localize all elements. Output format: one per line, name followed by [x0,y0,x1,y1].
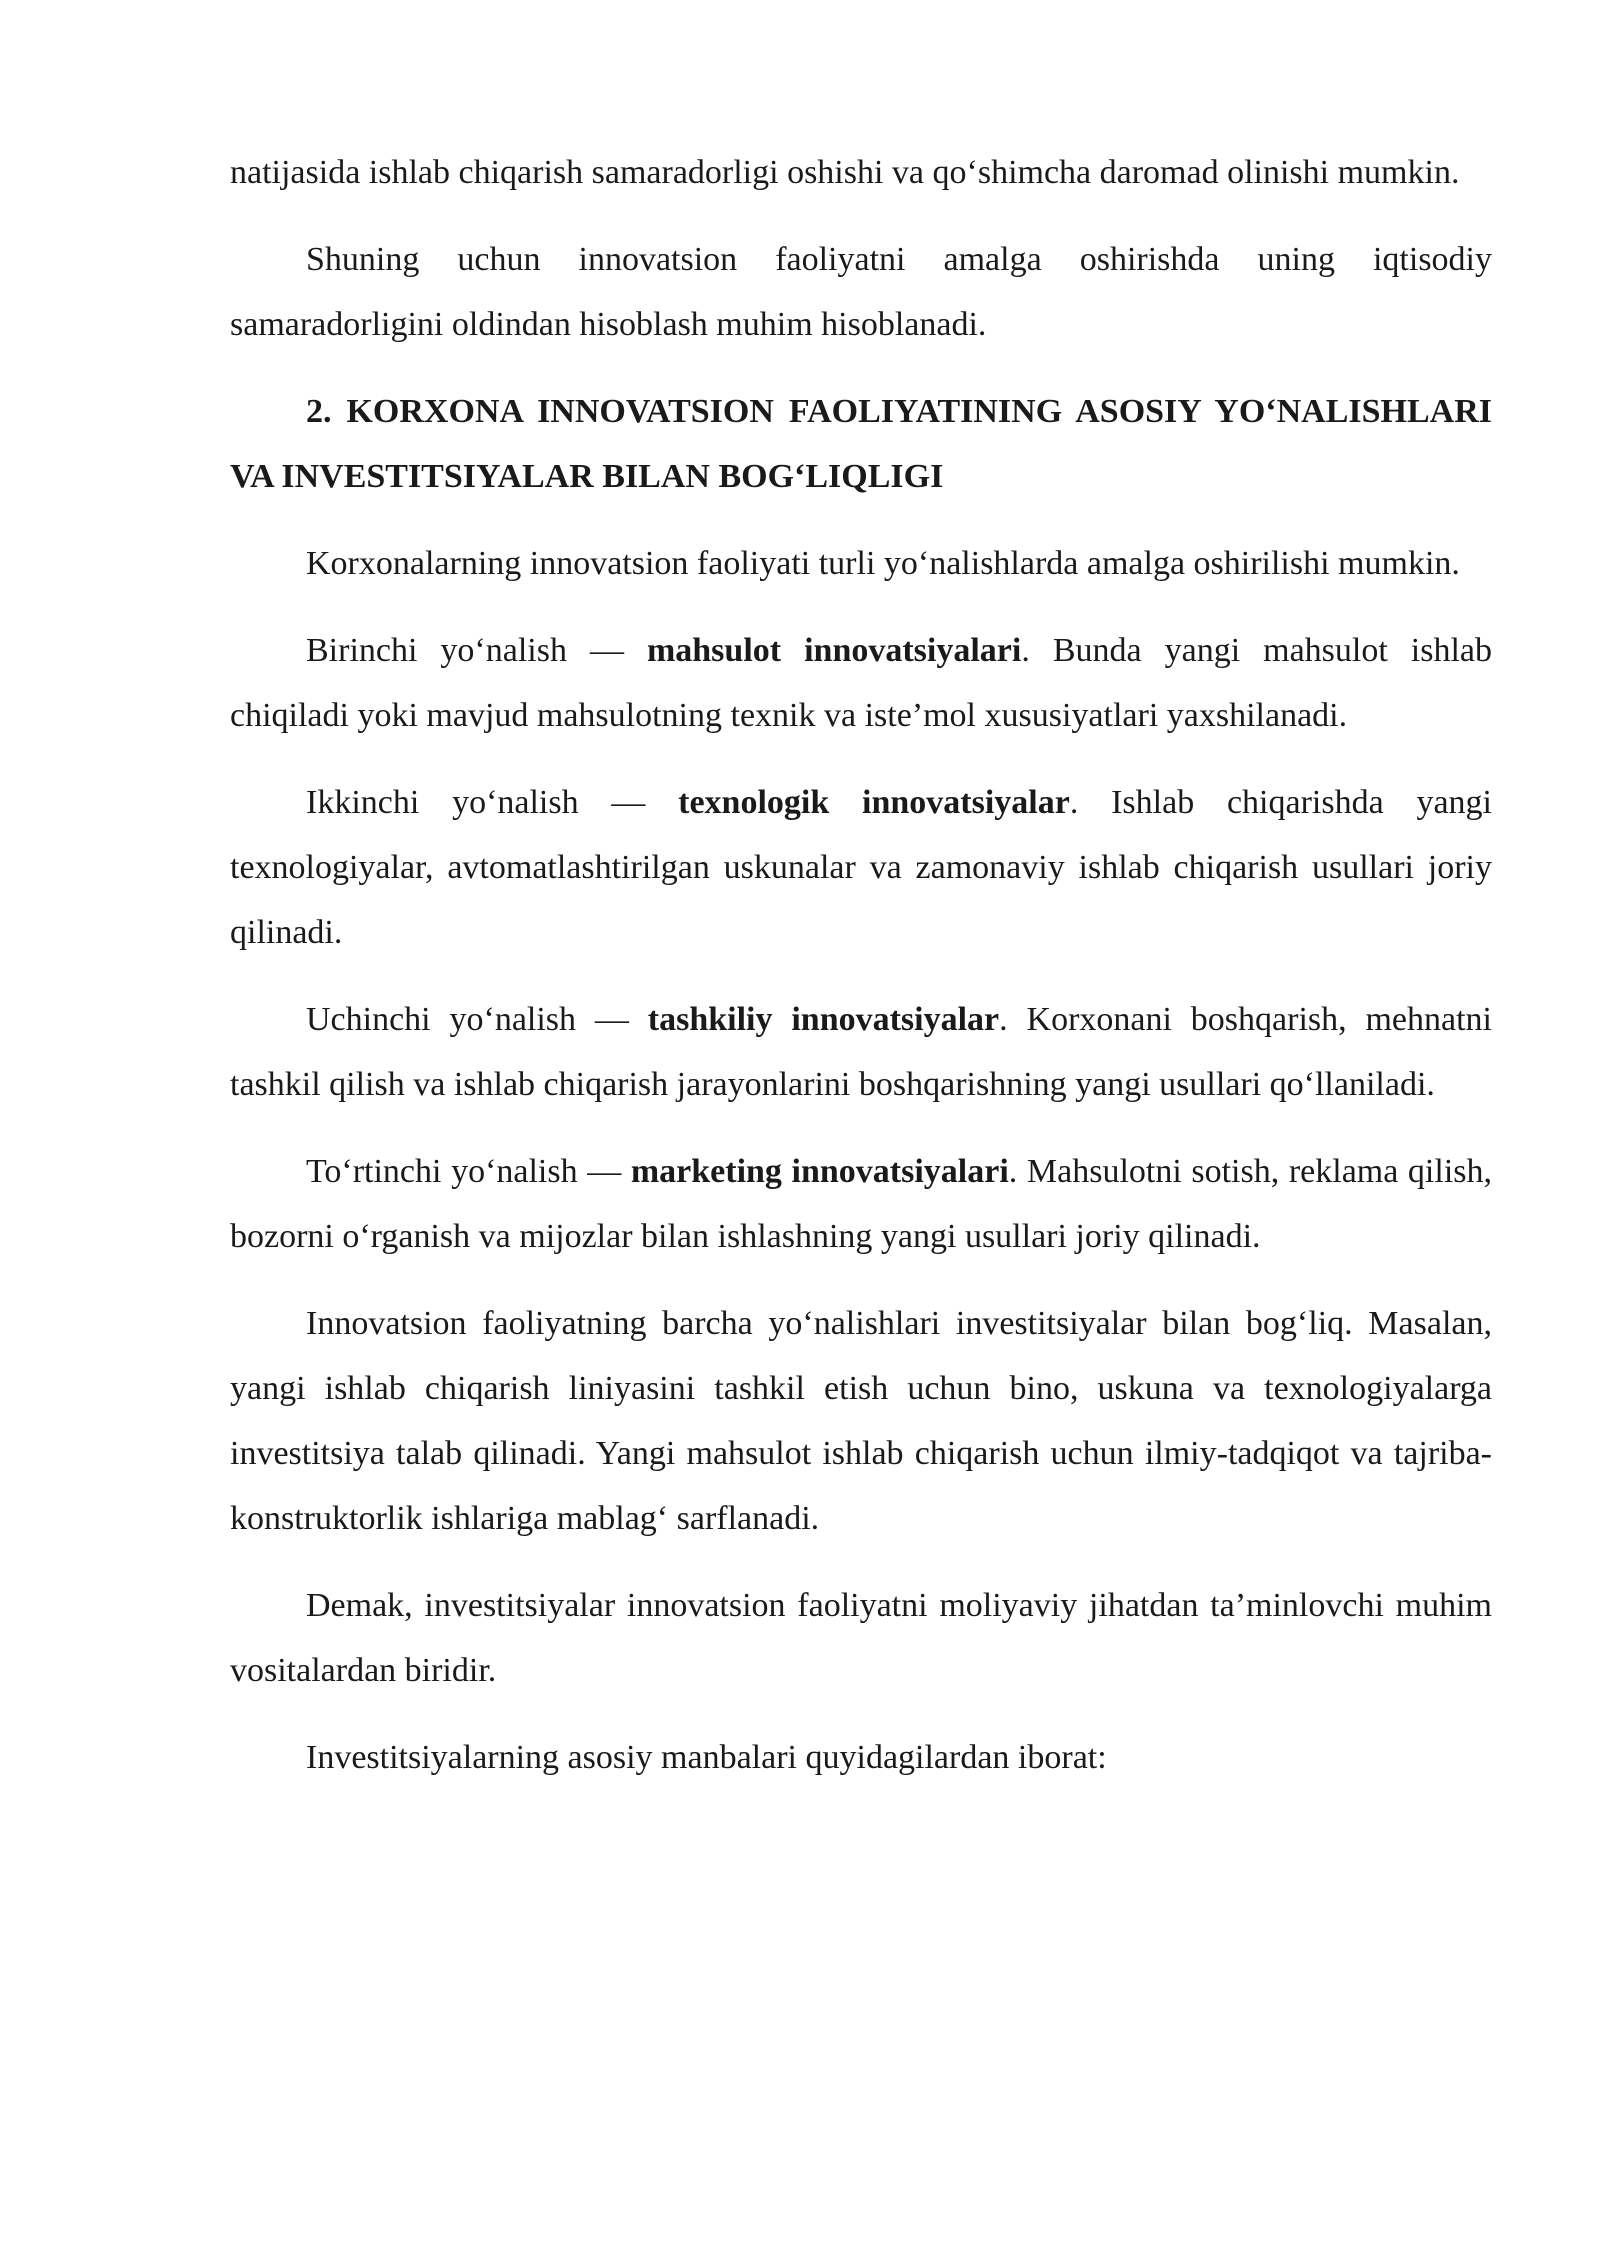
paragraph-organizational-innovation [230,987,1492,1117]
paragraph-product-innovation [230,618,1492,748]
paragraph-rest: . Mahsulotni sotish, reklama qilish, bozorni o‘rganish va mijozlar bilan ishlashning yangi usullari joriy qilinadi. [230,1153,1493,1255]
paragraph-rest: . Ishlab chiqarishda yangi texnologiyalar, avtomatlashtirilgan uskunalar va zamonaviy ishlab chiqarish usullari joriy qilinadi. [230,784,1492,951]
paragraph-investment-link: Innovatsion faoliyatning barcha yo‘nalishlari investitsiyalar bilan bog‘liq. Masalan, yangi ishlab chiqarish liniyasini tashkil etish uchun bino, uskuna va texnologiyalarga investitsiya talab qilinadi. Yangi mahsulot ishlab chiqarish uchun ilmiy-tadqiqot va tajriba-konstruktorlik ishlariga mablag‘ sarflanadi. [230,1305,1492,1537]
bold-term: marketing innovatsiyalari [630,1153,1009,1190]
paragraph-lead: Birinchi yo‘nalish — [306,632,647,669]
paragraph-rest: . Korxonani boshqarish, mehnatni tashkil qilish va ishlab chiqarish jarayonlarini boshqarishning yangi usullari qo‘llaniladi. [230,1001,1493,1103]
paragraph-lead: Uchinchi yo‘nalish — [306,1001,648,1038]
bold-term: tashkiliy innovatsiyalar [647,1001,1000,1038]
paragraph-efficiency: Shuning uchun innovatsion faoliyatni amalga oshirishda uning iqtisodiy samaradorligini oldindan hisoblash muhim hisoblanadi. [230,241,1492,343]
section-heading: 2. KORXONA INNOVATSION FAOLIYATINING ASOSIY YO‘NALISHLARI VA INVESTITSIYALAR BILAN BOG‘LIQLIGI [230,393,1492,495]
paragraph-lead: To‘rtinchi yo‘nalish — [306,1153,631,1190]
paragraph-sources-intro: Investitsiyalarning asosiy manbalari quyidagilardan iborat: [306,1739,1107,1776]
paragraph-rest: . Bunda yangi mahsulot ishlab chiqiladi yoki mavjud mahsulotning texnik va iste’mol xususiyatlari yaxshilanadi. [230,632,1493,734]
paragraph-technological-innovation [230,770,1492,965]
bold-term: mahsulot innovatsiyalari [646,632,1022,669]
paragraph-conclusion: Demak, investitsiyalar innovatsion faoliyatni moliyaviy jihatdan ta’minlovchi muhim vositalardan biridir. [230,1587,1492,1689]
paragraph-marketing-innovation [230,1139,1492,1269]
paragraph-lead: Ikkinchi yo‘nalish — [306,784,679,821]
document-page [230,140,1492,1812]
paragraph-directions-intro: Korxonalarning innovatsion faoliyati turli yo‘nalishlarda amalga oshirilishi mumkin. [306,545,1460,582]
paragraph-continuation: natijasida ishlab chiqarish samaradorligi oshishi va qo‘shimcha daromad olinishi mumkin. [230,154,1460,191]
bold-term: texnologik innovatsiyalar [678,784,1070,821]
